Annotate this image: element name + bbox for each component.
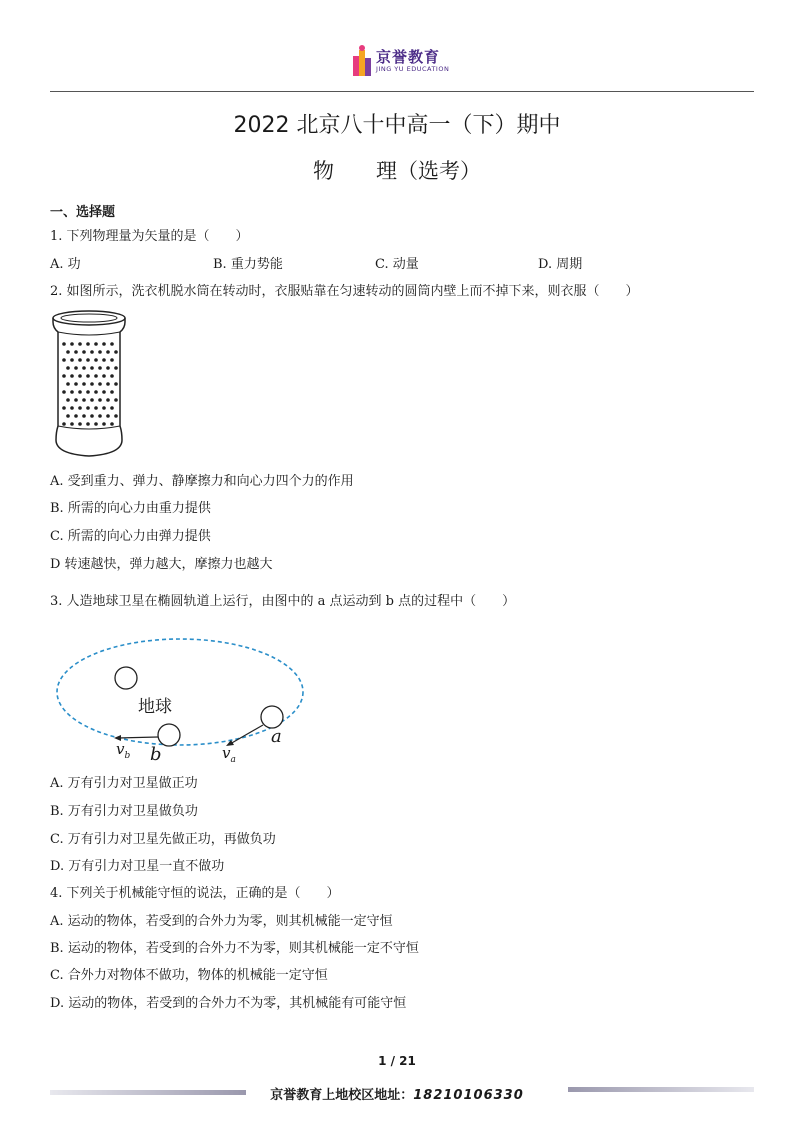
drum-hole <box>66 350 70 354</box>
drum-hole <box>82 382 86 386</box>
drum-hole <box>98 414 102 418</box>
drum-hole <box>66 414 70 418</box>
drum-hole <box>110 422 114 426</box>
drum-hole <box>86 406 90 410</box>
drum-hole <box>82 414 86 418</box>
orbit-figure <box>50 622 310 770</box>
drum-hole <box>102 422 106 426</box>
drum-hole <box>110 358 114 362</box>
footer-address <box>0 1084 794 1103</box>
drum-hole <box>66 382 70 386</box>
drum-hole <box>98 382 102 386</box>
drum-hole <box>82 366 86 370</box>
drum-hole <box>106 398 110 402</box>
drum-hole <box>94 342 98 346</box>
earth-label: 地球 <box>138 697 172 717</box>
drum-hole <box>70 422 74 426</box>
drum-hole <box>78 422 82 426</box>
question-3-option-a: A. 万有引力对卫星做正功 <box>50 776 198 791</box>
drum-hole <box>62 422 66 426</box>
drum-hole <box>98 398 102 402</box>
page-title: 2022 北京八十中高一（下）期中 <box>233 113 561 138</box>
question-4-stem: 4. 下列关于机械能守恒的说法，正确的是（ ） <box>50 886 340 901</box>
drum-hole <box>90 414 94 418</box>
drum-hole <box>110 342 114 346</box>
page-subtitle: 物 理（选考） <box>313 159 481 183</box>
drum-hole <box>70 374 74 378</box>
question-4-option-c: C. 合外力对物体不做功，物体的机械能一定守恒 <box>50 968 328 983</box>
drum-hole <box>86 390 90 394</box>
drum-hole <box>94 374 98 378</box>
logo-mark-icon <box>352 44 374 78</box>
drum-hole <box>70 358 74 362</box>
drum-hole <box>106 350 110 354</box>
drum-hole <box>90 382 94 386</box>
drum-hole <box>66 398 70 402</box>
velocity-a-label <box>222 744 236 765</box>
drum-hole <box>62 358 66 362</box>
drum-hole <box>86 342 90 346</box>
drum-hole <box>114 414 118 418</box>
drum-hole <box>82 398 86 402</box>
drum-hole <box>86 358 90 362</box>
drum-hole <box>82 350 86 354</box>
drum-hole <box>110 374 114 378</box>
point-b-label: b <box>150 744 162 765</box>
question-1-stem: 1. 下列物理量为矢量的是（ ） <box>50 229 249 244</box>
drum-hole <box>98 366 102 370</box>
footer-address-label: 京誉教育上地校区地址： <box>270 1088 414 1103</box>
drum-hole <box>74 414 78 418</box>
question-4-option-a: A. 运动的物体，若受到的合外力为零，则其机械能一定守恒 <box>50 914 393 929</box>
velocity-b-subscript: b <box>124 751 131 761</box>
drum-hole <box>74 350 78 354</box>
question-3-stem: 3. 人造地球卫星在椭圆轨道上运行，由图中的 a 点运动到 b 点的过程中（ ） <box>50 594 516 609</box>
drum-hole <box>90 398 94 402</box>
brand-logo <box>352 44 452 80</box>
velocity-a-arrow <box>230 725 263 744</box>
drum-hole <box>114 366 118 370</box>
drum-hole <box>78 406 82 410</box>
drum-hole <box>70 406 74 410</box>
drum-hole <box>102 406 106 410</box>
drum-hole <box>102 358 106 362</box>
question-2-option-b: B. 所需的向心力由重力提供 <box>50 501 211 516</box>
drum-hole <box>114 398 118 402</box>
drum-hole <box>78 342 82 346</box>
drum-hole <box>102 374 106 378</box>
drum-hole <box>114 382 118 386</box>
drum-hole <box>74 382 78 386</box>
earth-circle <box>115 667 137 689</box>
drum-hole <box>110 406 114 410</box>
drum-hole <box>106 366 110 370</box>
logo-text: 京誉教育 <box>376 48 441 66</box>
drum-hole <box>90 366 94 370</box>
drum-hole <box>94 358 98 362</box>
drum-hole <box>90 350 94 354</box>
elliptical-orbit <box>57 639 303 745</box>
question-1-option-d: D. 周期 <box>538 257 583 272</box>
question-3-option-c: C. 万有引力对卫星先做正功，再做负功 <box>50 832 276 847</box>
satellite-a <box>261 706 283 728</box>
question-1-option-c: C. 动量 <box>375 257 419 272</box>
drum-hole <box>78 390 82 394</box>
drum-hole <box>106 382 110 386</box>
drum-hole <box>66 366 70 370</box>
velocity-b-arrow <box>118 737 158 738</box>
point-a-label: a <box>271 726 282 747</box>
drum-hole <box>74 398 78 402</box>
velocity-a-subscript: a <box>230 755 236 765</box>
question-2-stem: 2. 如图所示，洗衣机脱水筒在转动时，衣服贴靠在匀速转动的圆筒内壁上而不掉下来，则衣服（ ） <box>50 284 639 299</box>
question-3-option-b: B. 万有引力对卫星做负功 <box>50 804 198 819</box>
page-number: 1 / 21 <box>378 1054 416 1068</box>
question-1-option-a: A. 功 <box>50 257 81 272</box>
drum-hole <box>78 358 82 362</box>
drum-hole <box>102 390 106 394</box>
drum-hole <box>62 390 66 394</box>
drum-hole <box>62 342 66 346</box>
drum-hole <box>74 366 78 370</box>
drum-hole <box>70 342 74 346</box>
drum-hole <box>70 390 74 394</box>
drum-hole <box>94 406 98 410</box>
footer-phone: 18210106330 <box>413 1088 524 1103</box>
question-2-option-c: C. 所需的向心力由弹力提供 <box>50 529 211 544</box>
question-2-option-a: A. 受到重力、弹力、静摩擦力和向心力四个力的作用 <box>50 474 354 489</box>
drum-hole <box>94 390 98 394</box>
satellite-b <box>158 724 180 746</box>
drum-hole <box>86 422 90 426</box>
drum-hole <box>110 390 114 394</box>
drum-hole <box>102 342 106 346</box>
question-4-option-d: D. 运动的物体，若受到的合外力不为零，其机械能有可能守恒 <box>50 996 407 1011</box>
spin-drum-figure <box>48 308 130 460</box>
question-2-option-d: D 转速越快，弹力越大，摩擦力也越大 <box>50 557 273 572</box>
drum-hole <box>86 374 90 378</box>
velocity-b-label <box>116 740 130 761</box>
drum-hole <box>62 406 66 410</box>
drum-hole <box>78 374 82 378</box>
velocity-a-symbol: v <box>222 744 231 762</box>
drum-hole <box>98 350 102 354</box>
drum-hole <box>114 350 118 354</box>
header-rule <box>50 91 754 92</box>
logo-subtext: JING YU EDUCATION <box>376 65 450 73</box>
drum-hole <box>94 422 98 426</box>
drum-hole <box>106 414 110 418</box>
drum-hole <box>62 374 66 378</box>
question-3-option-d: D. 万有引力对卫星一直不做功 <box>50 859 225 874</box>
question-1-option-b: B. 重力势能 <box>213 257 283 272</box>
question-4-option-b: B. 运动的物体，若受到的合外力不为零，则其机械能一定不守恒 <box>50 941 419 956</box>
section-title: 一、选择题 <box>50 205 116 220</box>
velocity-b-symbol: v <box>116 740 125 758</box>
